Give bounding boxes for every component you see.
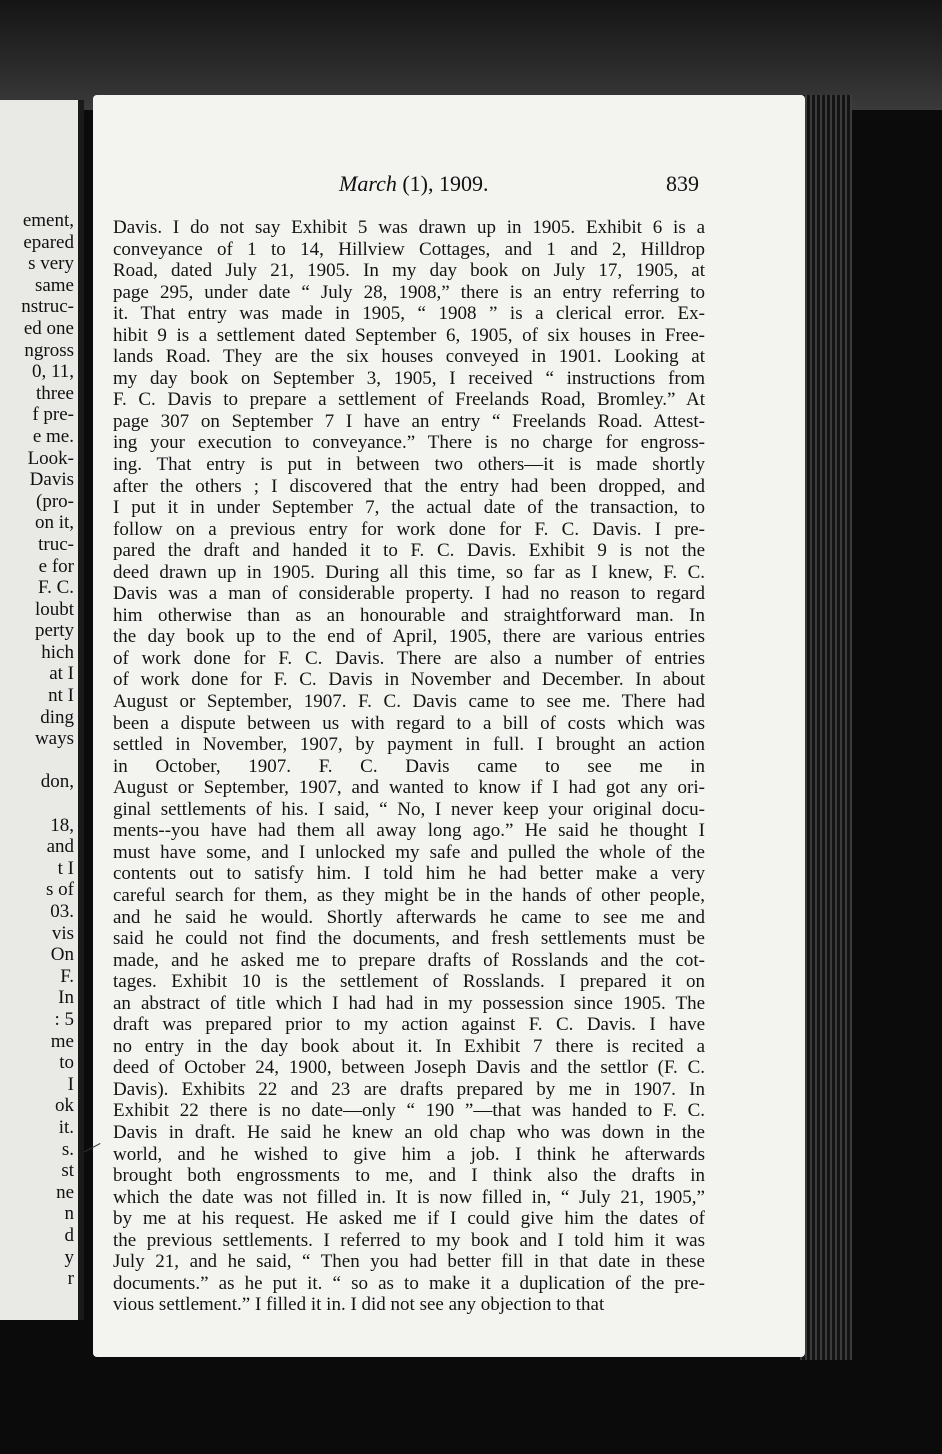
body-line: tages. Exhibit 10 is the settlement of Rosslands. I prepared it on: [113, 971, 705, 993]
left-page-fragment: [0, 750, 74, 772]
body-line: contents out to satisfy him. I told him he had better make a very: [113, 863, 705, 885]
body-line: made, and he asked me to prepare drafts of Rosslands and the cot-: [113, 949, 705, 971]
left-page-fragment: st: [61, 1160, 74, 1182]
left-page-fragment: same: [34, 274, 74, 296]
page-number: 839: [666, 171, 699, 196]
body-line: of work done for F. C. Davis in November and December. In about: [113, 669, 705, 691]
left-page-text-fragments: [0, 210, 74, 1290]
body-line: by me at his request. He asked me if I could give him the dates of: [113, 1208, 705, 1230]
body-line: lands Road. They are the six houses conveyed in 1901. Looking at: [113, 346, 705, 368]
body-line: ing. That entry is put in between two others—it is made shortly: [113, 454, 705, 476]
left-page-fragment: e for: [38, 555, 74, 577]
body-line: follow on a previous entry for work done for F. C. Davis. I pre-: [113, 518, 705, 540]
left-page-fragment: s of: [46, 879, 74, 901]
body-line: the previous settlements. I referred to my book and I told him it was: [113, 1229, 705, 1251]
left-page-fragment: ok: [55, 1095, 74, 1117]
running-head-year: (1), 1909.: [396, 171, 489, 196]
body-line: and he said he would. Shortly afterwards he came to see me and: [113, 906, 705, 928]
body-line: the day book up to the end of April, 1905, there are various entries: [113, 626, 705, 648]
left-page-fragment: f pre-: [32, 404, 74, 426]
left-page-fragment: don,: [40, 771, 74, 793]
left-page-fragment: truc-: [38, 533, 74, 555]
left-page-fragment: On: [50, 944, 74, 966]
left-page-fragment: perty: [34, 620, 74, 642]
body-line: August or September, 1907. F. C. Davis came to see me. There had: [113, 691, 705, 713]
body-line: Exhibit 22 there is no date—only “ 190 ”—that was handed to F. C.: [113, 1100, 705, 1122]
body-line: draft was prepared prior to my action against F. C. Davis. I have: [113, 1014, 705, 1036]
body-line: I put it in under September 7, the actual date of the transaction, to: [113, 497, 705, 519]
page-body-text: [113, 217, 705, 1316]
running-head-month: March: [339, 171, 397, 196]
body-line: him otherwise than as an honourable and straightforward man. In: [113, 604, 705, 626]
left-page-fragment: : 5: [54, 1008, 74, 1030]
running-head-date: [339, 171, 489, 197]
left-page-fragment: s.: [61, 1138, 74, 1160]
body-line: July 21, and he said, “ Then you had better fill in that date in these: [113, 1251, 705, 1273]
left-page-fragment: In: [58, 987, 74, 1009]
left-page-fragment: nt I: [48, 685, 74, 707]
left-page-fragment: 0, 11,: [31, 361, 74, 383]
left-page-fragment: t I: [57, 857, 74, 879]
body-line: F. C. Davis to prepare a settlement of Freelands Road, Bromley.” At: [113, 389, 705, 411]
left-page-fragment: s very: [28, 253, 74, 275]
body-line: Davis in draft. He said he knew an old chap who was down in the: [113, 1121, 705, 1143]
body-line: pared the draft and handed it to F. C. Davis. Exhibit 9 is not the: [113, 540, 705, 562]
left-page-fragment: loubt: [34, 598, 74, 620]
left-page-fragment: at I: [49, 663, 74, 685]
left-page-fragment: me: [50, 1030, 74, 1052]
left-page-fragment: epared: [23, 231, 74, 253]
left-page-fragment: nstruc-: [21, 296, 74, 318]
left-page-fragment: (pro-: [36, 490, 74, 512]
body-line: Davis. I do not say Exhibit 5 was drawn up in 1905. Exhibit 6 is a: [113, 217, 705, 238]
left-page-fragment: hich: [41, 641, 74, 663]
body-line: of work done for F. C. Davis. There are also a number of entries: [113, 647, 705, 669]
body-line: world, and he wished to give him a job. I think he afterwards: [113, 1143, 705, 1165]
left-page-fragment: Look-: [27, 447, 74, 469]
left-page-fragment: [0, 793, 74, 815]
left-page-fragment: d: [64, 1224, 74, 1246]
body-line: page 307 on September 7 I have an entry “ Freelands Road. Attest-: [113, 410, 705, 432]
left-page-fragment: F. C.: [38, 577, 74, 599]
body-line: ments--you have had them all away long ago.” He said he thought I: [113, 820, 705, 842]
body-line: hibit 9 is a settlement dated September 6, 1905, of six houses in Free-: [113, 324, 705, 346]
left-page-fragment: y: [64, 1246, 74, 1268]
left-page-fragment: to: [59, 1052, 74, 1074]
body-line: which the date was not filled in. It is now filled in, “ July 21, 1905,”: [113, 1186, 705, 1208]
left-page-fragment: vis: [51, 922, 74, 944]
left-page-fragment: three: [36, 382, 74, 404]
body-line: Road, dated July 21, 1905. In my day book on July 17, 1905, at: [113, 260, 705, 282]
running-head: [93, 171, 805, 197]
left-page-fragment: it.: [58, 1116, 74, 1138]
left-page-fragment: ding: [40, 706, 74, 728]
left-page-fragment: r: [67, 1268, 74, 1290]
left-page-edge: [0, 100, 84, 1320]
body-line: ing your execution to conveyance.” There is no charge for engross-: [113, 432, 705, 454]
body-line: brought both engrossments to me, and I think also the drafts in: [113, 1165, 705, 1187]
body-line: August or September, 1907, and wanted to know if I had got any ori-: [113, 777, 705, 799]
left-page-fragment: 03.: [50, 901, 74, 922]
body-line: vious settlement.” I filled it in. I did not see any objection to that: [113, 1294, 605, 1316]
body-line: said he could not find the documents, and fresh settlements must be: [113, 928, 705, 950]
left-page-fragment: n: [64, 1203, 74, 1225]
body-line: been a dispute between us with regard to a bill of costs which was: [113, 712, 705, 734]
left-page-fragment: ways: [34, 728, 74, 750]
left-page-fragment: on it,: [34, 512, 74, 534]
body-line: deed drawn up in 1905. During all this time, so far as I knew, F. C.: [113, 561, 705, 583]
body-line: conveyance of 1 to 14, Hillview Cottages, and 1 and 2, Hilldrop: [113, 238, 705, 260]
left-page-fragment: e me.: [32, 425, 74, 447]
body-line: it. That entry was made in 1905, “ 1908 ” is a clerical error. Ex-: [113, 303, 705, 325]
left-page-fragment: ement,: [22, 210, 74, 231]
body-line: after the others ; I discovered that the entry had been dropped, and: [113, 475, 705, 497]
body-line: documents.” as he put it. “ so as to make it a duplication of the pre-: [113, 1272, 705, 1294]
left-page-fragment: F.: [60, 965, 74, 987]
body-line: settled in November, 1907, by payment in full. I brought an action: [113, 734, 705, 756]
body-line: page 295, under date “ July 28, 1908,” there is an entry referring to: [113, 281, 705, 303]
body-line: in October, 1907. F. C. Davis came to see me in: [113, 755, 705, 777]
left-page-fragment: ed one: [23, 317, 74, 339]
scan-background-top: [0, 0, 942, 110]
body-line: must have some, and I unlocked my safe and pulled the whole of the: [113, 841, 705, 863]
body-line: deed of October 24, 1900, between Joseph Davis and the settlor (F. C.: [113, 1057, 705, 1079]
body-line: careful search for them, as they might be in the hands of other people,: [113, 884, 705, 906]
body-line: an abstract of title which I had had in my possession since 1905. The: [113, 992, 705, 1014]
body-line: Davis). Exhibits 22 and 23 are drafts prepared by me in 1907. In: [113, 1078, 705, 1100]
left-page-fragment: 18,: [50, 814, 74, 836]
left-page-fragment: Davis: [29, 469, 74, 491]
left-page-fragment: ngross: [24, 339, 74, 361]
left-page-fragment: ne: [56, 1181, 74, 1203]
body-line: ginal settlements of his. I said, “ No, I never keep your original docu-: [113, 798, 705, 820]
left-page-fragment: and: [46, 836, 74, 858]
left-page-fragment: I: [67, 1073, 74, 1095]
body-line: no entry in the day book about it. In Exhibit 7 there is recited a: [113, 1035, 705, 1057]
book-page: [93, 95, 805, 1357]
body-line: my day book on September 3, 1905, I received “ instructions from: [113, 367, 705, 389]
body-line: Davis was a man of considerable property. I had no reason to regard: [113, 583, 705, 605]
book-page-edges: [800, 95, 852, 1360]
